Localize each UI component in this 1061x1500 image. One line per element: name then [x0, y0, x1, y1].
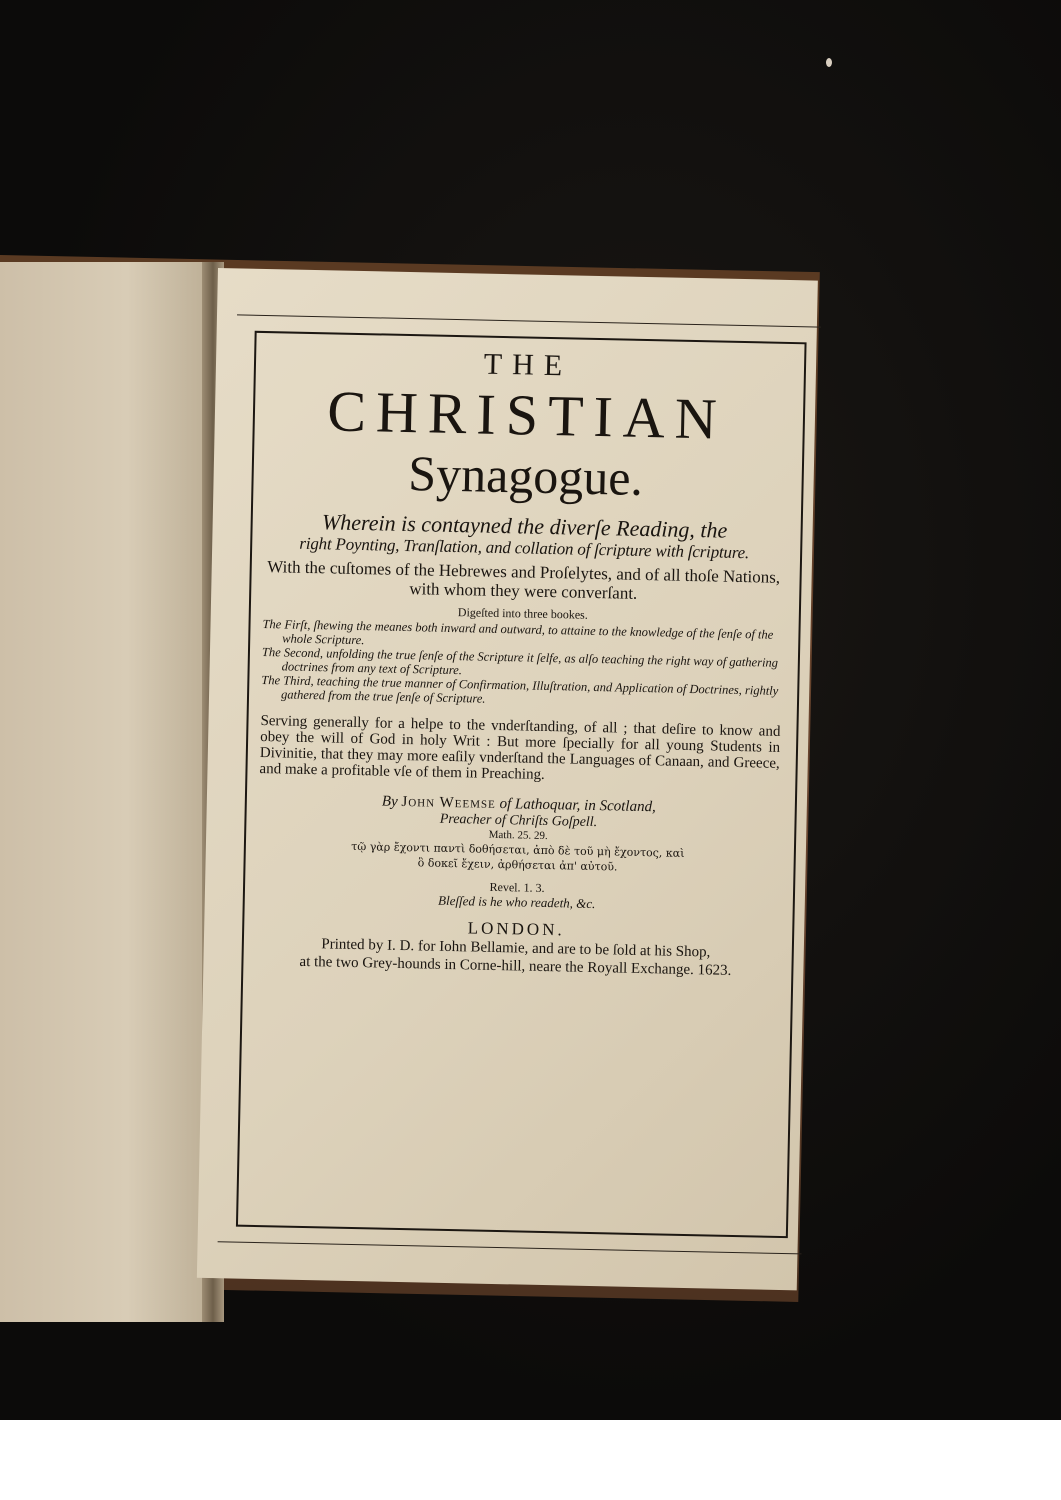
- dust-speck: [826, 58, 832, 67]
- left-page: [0, 262, 212, 1322]
- author-name: John Weemse: [401, 793, 496, 812]
- book-third-lead: The Third,: [261, 673, 314, 689]
- imprint-line-2: at the two Grey-hounds in Corne-hill, neare the Royall Exchange. 1623.: [299, 953, 732, 979]
- by-prefix: By: [381, 793, 398, 810]
- subtitle-line-2: right Poynting, Tranſlation, and collation of ſcripture with ſcripture.: [299, 533, 750, 563]
- title-the: THE: [483, 347, 573, 383]
- book-second-text: unfolding the true ſenſe of the Scripture it ſelfe, as alſo teaching the right way of gathering doctrines from any text of Scripture.: [281, 646, 779, 678]
- matthew-reference: Math. 25. 29.: [488, 828, 548, 843]
- title-page-content: [255, 343, 788, 981]
- blessed-quote: Bleſſed is he who readeth, &c.: [437, 892, 596, 912]
- greek-quote-line-2: ὃ δοκεῖ ἔχειν, ἀρθήσεται ἀπ' αὐτοῦ.: [417, 856, 618, 874]
- author-place: of Lathoquar, in Scotland,: [499, 796, 656, 816]
- book-first-text: ſhewing the meanes both inward and outward, to attaine to the knowledge of the ſenſe of the whole Scripture.: [282, 618, 774, 648]
- title-page: [197, 268, 818, 1290]
- books-list: [261, 617, 783, 712]
- book-first-lead: The Firſt,: [262, 617, 311, 633]
- serving-paragraph: Serving generally for a helpe to the vnderſtanding, of all ; that deſire to know and obey the will of God in holy Writ : But more ſpecially for all young Students in Divinitie, that they may more eaſily vnderſtand the Languages of Canaan, and Greece, and make a profitable vſe of them in Preaching.: [259, 712, 781, 783]
- imprint-line-1: Printed by I. D. for Iohn Bellamie, and are to be ſold at his Shop,: [321, 936, 711, 961]
- subtitle-line-1: Wherein is contayned the diverſe Reading, the: [321, 509, 728, 543]
- author-role: Preacher of Chriſts Goſpell.: [439, 811, 598, 831]
- bottom-margin: [0, 1420, 1061, 1500]
- book-third-text: teaching the true manner of Confirmation, Illuſtration, and Application of Doctrines, rightly gathered from the true ſenſe of Scripture.: [280, 674, 779, 706]
- revelation-reference: Revel. 1. 3.: [489, 879, 545, 895]
- greek-quote-line-1: τῷ γὰρ ἔχοντι παντὶ δοθήσεται, ἀπὸ δὲ τοῦ μὴ ἔχοντος, καὶ: [351, 839, 685, 860]
- book-second-lead: The Second,: [261, 645, 324, 661]
- digested-text: Digeſted into three bookes.: [457, 605, 588, 622]
- title-christian: CHRISTIAN: [326, 378, 728, 452]
- title-synagogue: Synagogue.: [407, 445, 644, 506]
- customs-text: With the cuſtomes of the Hebrewes and Proſelytes, and of all thoſe Nations, with whom they were converſant.: [267, 557, 781, 603]
- imprint-city: LONDON.: [467, 918, 565, 940]
